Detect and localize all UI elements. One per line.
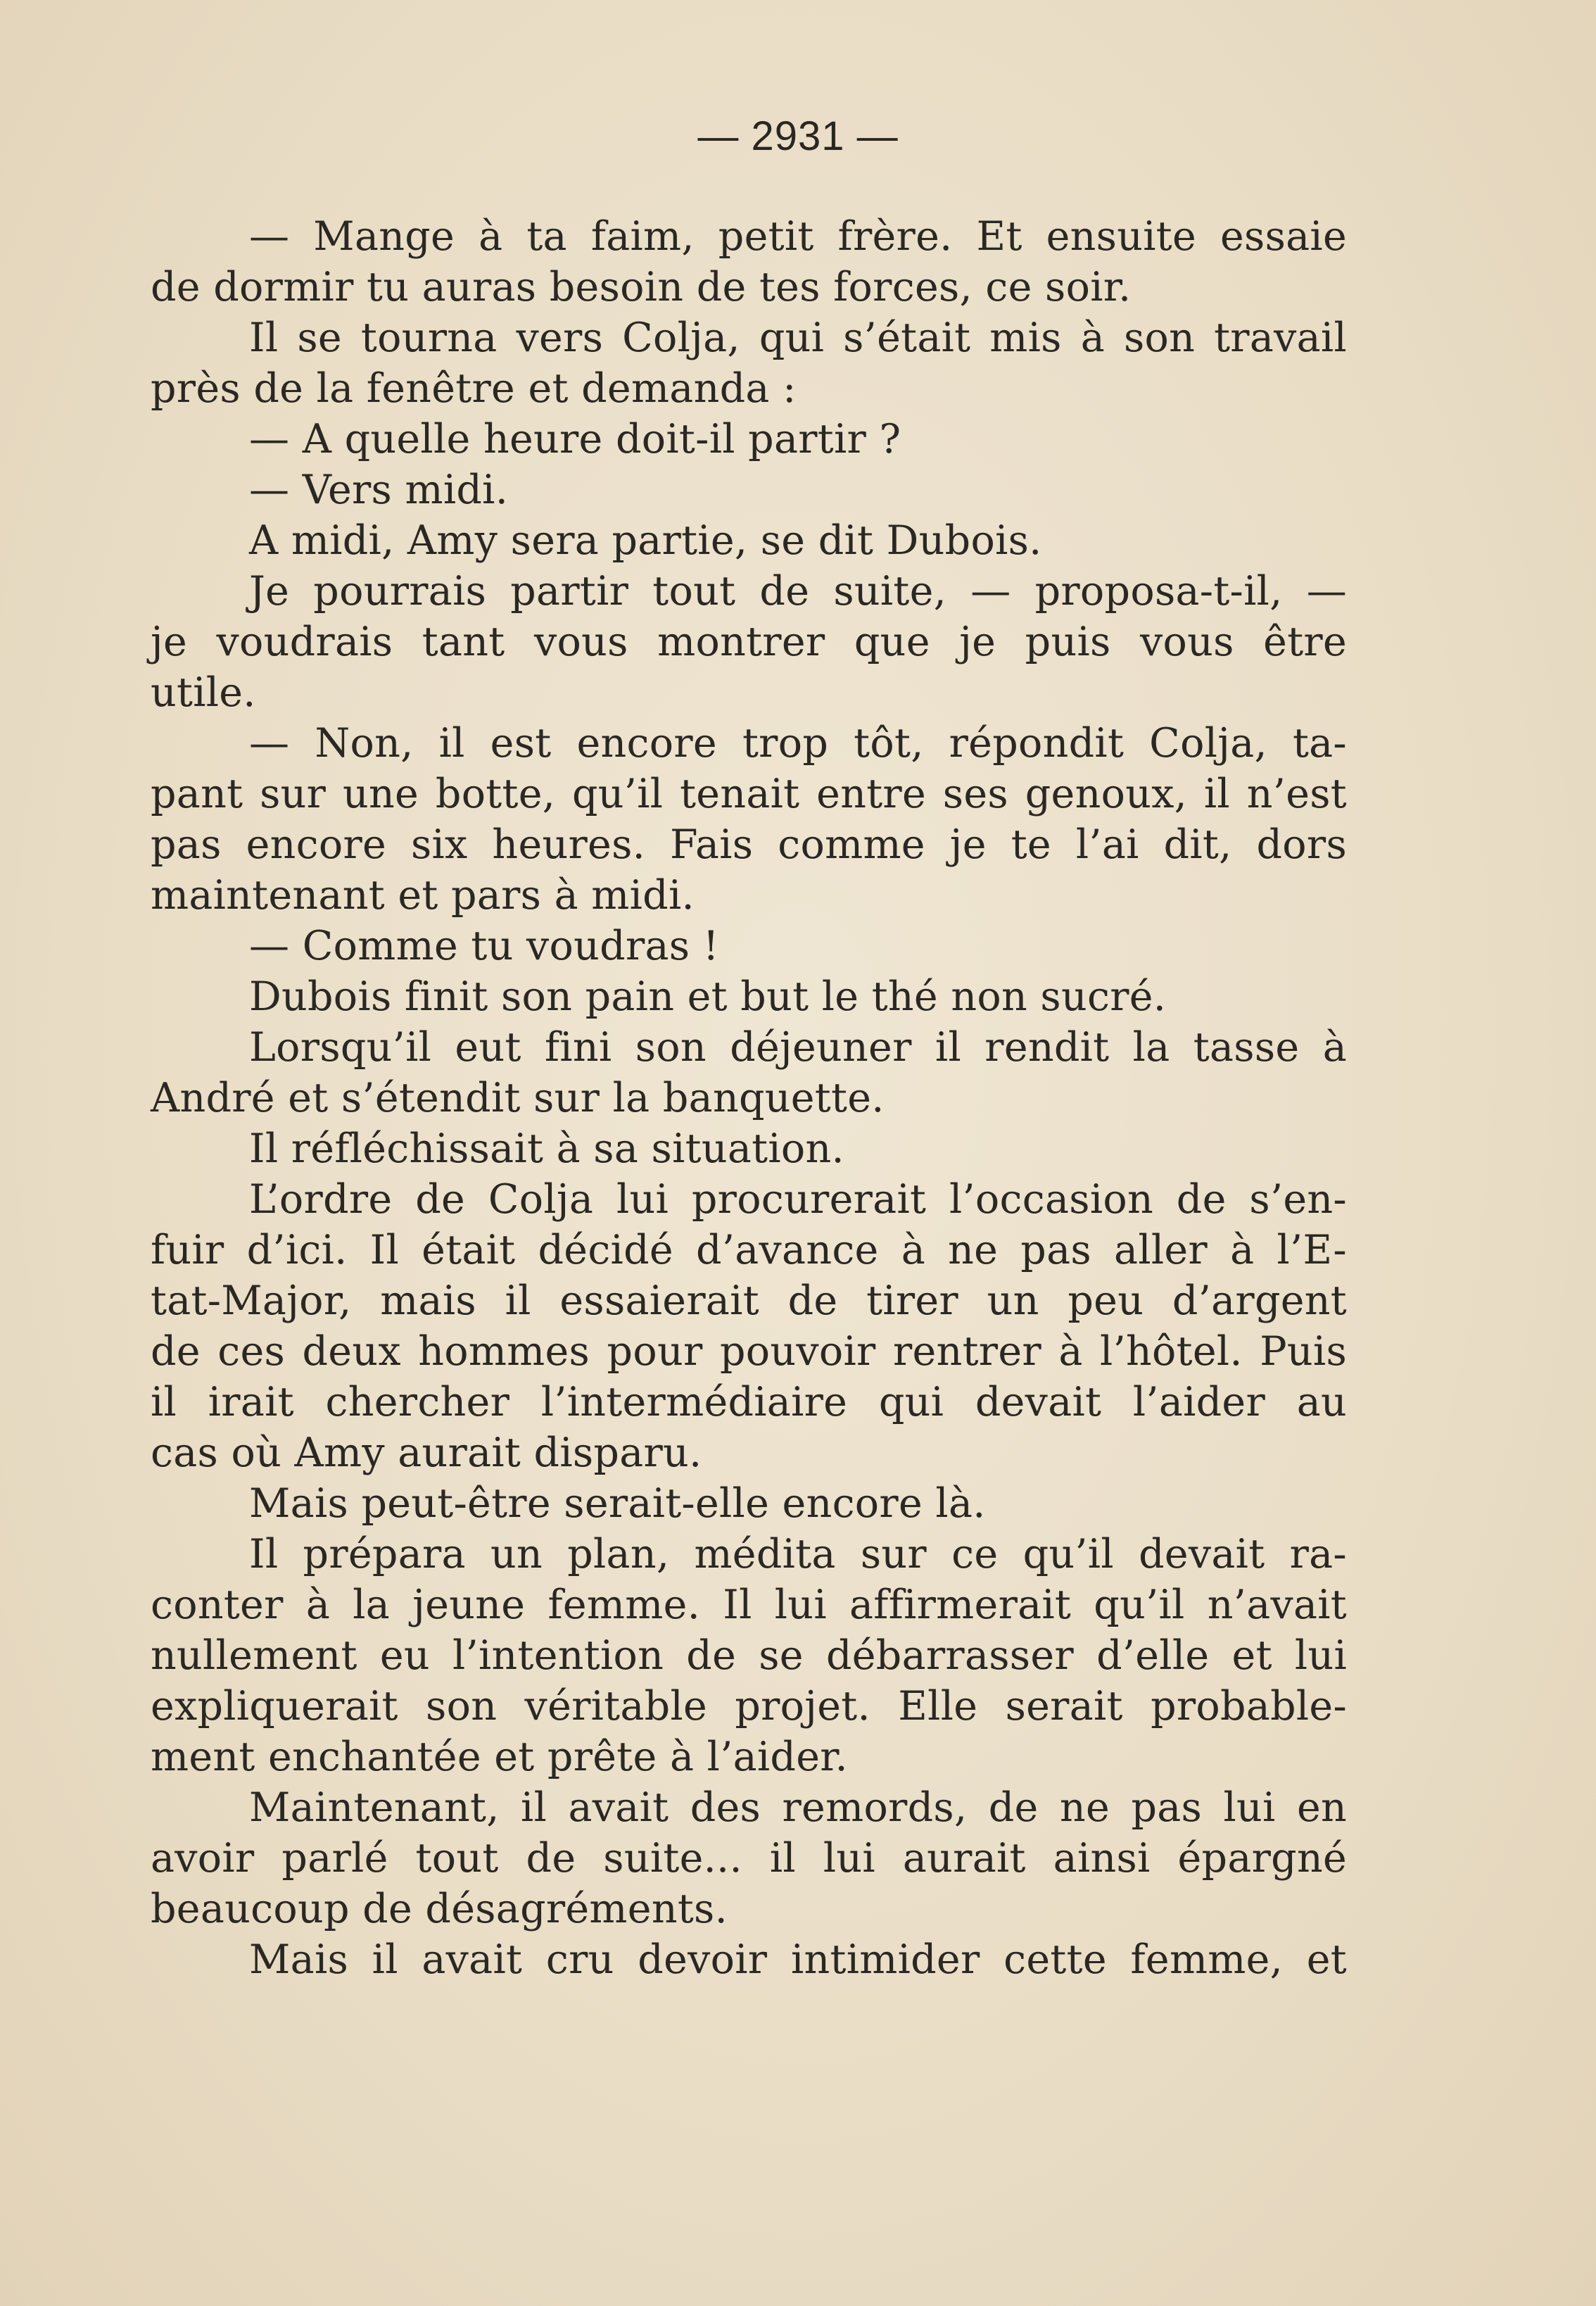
text-line: — Non, il est encore trop tôt, répondit Colja, ta- bbox=[249, 720, 1347, 767]
page-number: — 2931 — bbox=[697, 113, 899, 159]
text-line: nullement eu l’intention de se débarrasser d’elle et lui bbox=[151, 1632, 1347, 1679]
text-line: Il se tourna vers Colja, qui s’était mis à son travail bbox=[249, 315, 1347, 361]
text-line: maintenant et pars à midi. bbox=[151, 872, 695, 919]
text-line: de ces deux hommes pour pouvoir rentrer à l’hôtel. Puis bbox=[151, 1328, 1347, 1375]
text-line: de dormir tu auras besoin de tes forces, ce soir. bbox=[151, 264, 1132, 310]
text-line: pas encore six heures. Fais comme je te l’ai dit, dors bbox=[151, 821, 1347, 868]
text-line: utile. bbox=[151, 669, 256, 716]
text-line: cas où Amy aurait disparu. bbox=[151, 1430, 702, 1476]
text-line: conter à la jeune femme. Il lui affirmerait qu’il n’avait bbox=[151, 1582, 1347, 1628]
text-line: avoir parlé tout de suite... il lui aurait ainsi épargné bbox=[151, 1835, 1347, 1882]
text-line: Mais peut-être serait-elle encore là. bbox=[249, 1480, 986, 1527]
text-line: Mais il avait cru devoir intimider cette femme, et bbox=[249, 1936, 1347, 1983]
text-line: L’ordre de Colja lui procurerait l’occasion de s’en- bbox=[249, 1176, 1347, 1223]
text-line: Dubois finit son pain et but le thé non sucré. bbox=[249, 974, 1167, 1020]
text-line: expliquerait son véritable projet. Elle serait probable- bbox=[151, 1683, 1347, 1730]
text-line: tat-Major, mais il essaierait de tirer un peu d’argent bbox=[151, 1278, 1347, 1324]
text-line: Il prépara un plan, médita sur ce qu’il devait ra- bbox=[249, 1531, 1347, 1577]
text-line: pant sur une botte, qu’il tenait entre ses genoux, il n’est bbox=[151, 771, 1347, 817]
text-line: — Vers midi. bbox=[249, 467, 509, 513]
text-line: je voudrais tant vous montrer que je puis vous être bbox=[151, 619, 1347, 665]
text-line: fuir d’ici. Il était décidé d’avance à ne pas aller à l’E- bbox=[151, 1227, 1347, 1273]
text-line: A midi, Amy sera partie, se dit Dubois. bbox=[249, 517, 1042, 564]
text-line: André et s’étendit sur la banquette. bbox=[151, 1075, 885, 1121]
text-line: — Comme tu voudras ! bbox=[249, 923, 719, 969]
text-line: Il réfléchissait à sa situation. bbox=[249, 1126, 844, 1172]
text-line: il irait chercher l’intermédiaire qui devait l’aider au bbox=[151, 1379, 1347, 1425]
text-line: Je pourrais partir tout de suite, — proposa-t-il, — bbox=[249, 568, 1347, 615]
text-line: — A quelle heure doit-il partir ? bbox=[249, 416, 901, 462]
text-line: beaucoup de désagréments. bbox=[151, 1886, 728, 1932]
text-line: près de la fenêtre et demanda : bbox=[151, 365, 797, 412]
text-line: ment enchantée et prête à l’aider. bbox=[151, 1734, 848, 1780]
body-text bbox=[151, 211, 1347, 1985]
text-line: Maintenant, il avait des remords, de ne pas lui en bbox=[249, 1784, 1347, 1831]
text-line: Lorsqu’il eut fini son déjeuner il rendit la tasse à bbox=[249, 1024, 1347, 1071]
text-line: — Mange à ta faim, petit frère. Et ensuite essaie bbox=[249, 213, 1347, 260]
